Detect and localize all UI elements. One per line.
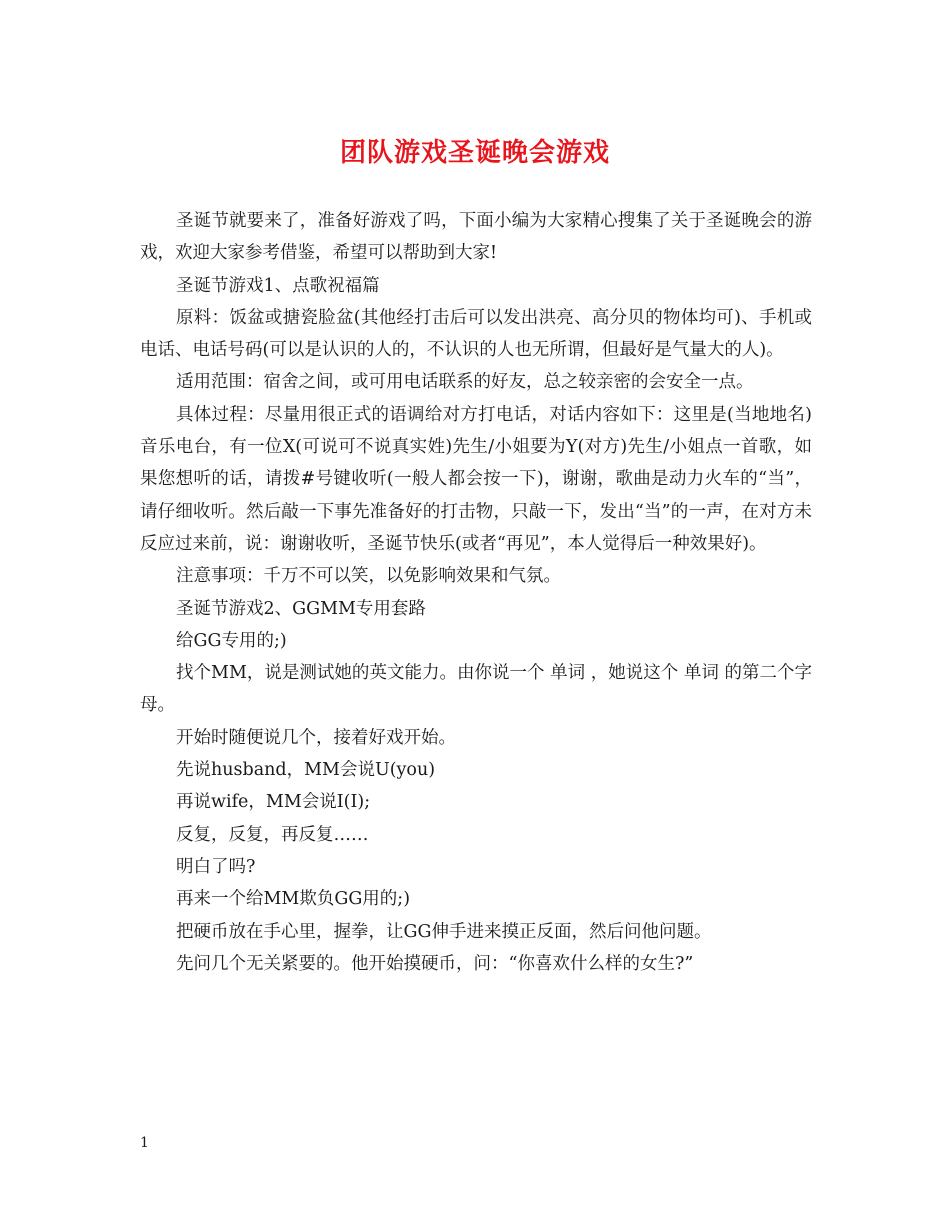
document-title: 团队游戏圣诞晚会游戏 bbox=[339, 138, 610, 168]
paragraph: 适用范围：宿舍之间，或可用电话联系的好友，总之较亲密的会安全一点。 bbox=[176, 372, 754, 393]
paragraph: 先说husband，MM会说U(you) bbox=[176, 760, 436, 781]
paragraph: 开始时随便说几个，接着好戏开始。 bbox=[176, 727, 456, 748]
paragraph: 再来一个给MM欺负GG用的;) bbox=[176, 889, 411, 910]
paragraph: 注意事项：千万不可以笑，以免影响效果和气氛。 bbox=[176, 566, 561, 587]
paragraph: 再说wife，MM会说I(I); bbox=[176, 792, 371, 813]
paragraph: 找个MM，说是测试她的英文能力。由你说一个 单词 ，她说这个 单词 的第二个字母。 bbox=[140, 663, 812, 716]
paragraph: 具体过程：尽量用很正式的语调给对方打电话，对话内容如下：这里是(当地地名)音乐电台，有一位X(可说可不说真实姓)先生/小姐要为Y(对方)先生/小姐点一首歌，如果您想听的话，请拨#号键收听(一般人都会按一下)，谢谢，歌曲是动力火车的“当”，请仔细收听。然后敲一下事先准备好的打击物，只敲一下，发出“当”的一声，在对方未反应过来前，说：谢谢收听，圣诞节快乐(或者“再见”，本人觉得后一种效果好)。 bbox=[140, 404, 812, 554]
paragraph: 把硬币放在手心里，握拳，让GG伸手进来摸正反面，然后问他问题。 bbox=[176, 921, 712, 942]
paragraph: 反复，反复，再反复…… bbox=[176, 824, 369, 845]
paragraph: 圣诞节游戏1、点歌祝福篇 bbox=[176, 275, 380, 296]
paragraph: 明白了吗? bbox=[176, 856, 256, 877]
page-number: 1 bbox=[140, 1135, 149, 1151]
paragraph: 原料：饭盆或搪瓷脸盆(其他经打击后可以发出洪亮、高分贝的物体均可)、手机或电话、电话号码(可以是认识的人的，不认识的人也无所谓，但最好是气量大的人)。 bbox=[140, 307, 812, 361]
paragraph: 先问几个无关紧要的。他开始摸硬币，问：“你喜欢什么样的女生?” bbox=[176, 953, 694, 974]
document-body bbox=[140, 205, 812, 980]
paragraph: 圣诞节就要来了，准备好游戏了吗，下面小编为大家精心搜集了关于圣诞晚会的游戏，欢迎大家参考借鉴，希望可以帮助到大家! bbox=[140, 211, 812, 264]
paragraph: 给GG专用的;) bbox=[176, 630, 287, 651]
paragraph: 圣诞节游戏2、GGMM专用套路 bbox=[176, 598, 426, 619]
